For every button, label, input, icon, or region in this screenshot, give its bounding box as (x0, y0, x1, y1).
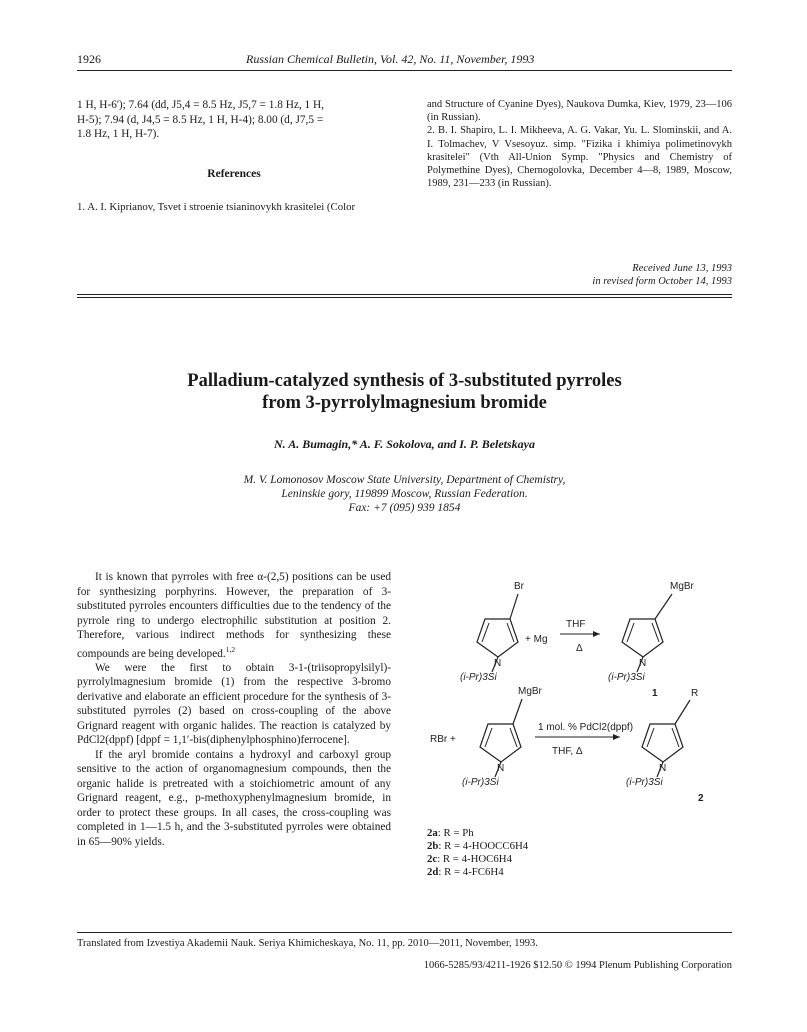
copyright-line: 1066-5285/93/4211-1926 $12.50 © 1994 Plenum Publishing Corporation (423, 960, 732, 971)
nmr-line-2: H-5); 7.94 (d, J4,5 = 8.5 Hz, 1 H, H-4); 8.00 (d, J7,5 = (77, 113, 324, 126)
silyl-group: (i-Pr)3Si (462, 777, 499, 788)
footer-rule (77, 932, 732, 933)
bromo-substituent: Br (514, 581, 524, 592)
compound-2a: 2a: R = Ph (427, 827, 474, 839)
compound-label-2: 2 (698, 793, 704, 802)
affiliation-line-1: M. V. Lomonosov Moscow State University, Department of Chemistry, (243, 474, 566, 486)
translation-note: Translated from Izvestiya Akademii Nauk. Seriya Khimicheskaya, No. 11, pp. 2010—2011, November, 1993. (77, 938, 538, 949)
affiliation-line-2: Leninskie gory, 119899 Moscow, Russian Federation. (281, 488, 528, 500)
silyl-group: (i-Pr)3Si (460, 672, 497, 683)
compound-formula: R = 4-HOC6H4 (442, 853, 512, 865)
mgbr-substituent: MgBr (518, 686, 542, 697)
prev-nmr-text (77, 98, 391, 142)
affiliation (77, 473, 732, 515)
plus-magnesium: + Mg (525, 634, 548, 645)
compound-label-1: 1 (652, 688, 658, 699)
reference-1-start: 1. A. I. Kiprianov, Tsvet i stroenie tsianinovykh krasitelei (Color (77, 201, 356, 213)
nitrogen-label: N (497, 763, 505, 774)
compound-2c: 2c: R = 4-HOC6H4 (427, 853, 512, 865)
compound-2d: 2d: R = 4-FC6H4 (427, 866, 504, 878)
nitrogen-label: N (639, 658, 647, 669)
section-rule-top (77, 294, 732, 295)
page-number: 1926 (77, 52, 101, 66)
r-substituent: R (691, 688, 699, 699)
rbr-reagent: RBr + (430, 734, 456, 745)
received-line: Received June 13, 1993 (632, 263, 732, 274)
compound-formula: R = 4-HOOCC6H4 (444, 840, 529, 852)
title-line-1: Palladium-catalyzed synthesis of 3-substituted pyrroles (187, 371, 622, 391)
nmr-line-3: 1.8 Hz, 1 H, H-7). (77, 128, 160, 140)
authors: N. A. Bumagin,* A. F. Sokolova, and I. P. Beletskaya (273, 437, 536, 451)
paragraph-1-text: It is known that pyrroles with free α-(2,5) positions can be used for synthesizing porphyrins. However, the preparation of 3-substituted pyrroles encounters difficulties due to the tendency of the pyrrole ring to undergo electrophilic substitution at position 2. Therefore, various indirect methods for synthesizing these compounds are being developed. (77, 571, 391, 660)
reference-1-cont: and Structure of Cyanine Dyes), Naukova Dumka, Kiev, 1979, 23—106 (in Russian). (427, 99, 732, 124)
compound-id: 2a (427, 827, 438, 839)
fax-line: Fax: +7 (095) 939 1854 (348, 502, 461, 514)
title-line-2: from 3-pyrrolylmagnesium bromide (262, 393, 547, 413)
bromopyrrole-structure (460, 581, 525, 683)
nmr-line-1: 1 H, H-6'); 7.64 (dd, J5,4 = 8.5 Hz, J5,7 = 1.8 Hz, 1 H, (77, 99, 324, 111)
body-text (77, 570, 391, 849)
compound-list (427, 827, 528, 879)
silyl-group: (i-Pr)3Si (626, 777, 663, 788)
paragraph-2: We were the first to obtain 3-1-(triisopropylsilyl)-pyrrolylmagnesium bromide (1) from the respective 3-bromo derivative and elaborate an efficient procedure for the synthesis of 3-substituted pyrroles (2) based on cross-coupling of the above Grignard reagent with organic halides. The reaction is catalyzed by PdCl2(dppf) [dppf = 1,1′-bis(diphenylphosphino)ferrocene]. (77, 661, 391, 747)
compound-id: 2d (427, 866, 439, 878)
compound-id: 2c (427, 853, 438, 865)
journal-header: Russian Chemical Bulletin, Vol. 42, No. 11, November, 1993 (246, 52, 535, 66)
reaction-scheme (430, 572, 730, 802)
received-dates (427, 262, 732, 288)
section-rule-bottom (77, 297, 732, 298)
header-rule (77, 70, 732, 71)
citation-refs: 1,2 (225, 644, 236, 654)
nitrogen-label: N (494, 658, 502, 669)
condition-thf-heat: THF, Δ (552, 746, 583, 757)
compound-formula: R = Ph (443, 827, 474, 839)
condition-heat: Δ (576, 643, 583, 654)
compound-2b: 2b: R = 4-HOOCC6H4 (427, 840, 529, 852)
product-2 (626, 688, 704, 802)
grignard-product-1 (608, 581, 695, 699)
article-title (77, 370, 732, 414)
paragraph-1 (77, 570, 391, 661)
paragraph-3: If the aryl bromide contains a hydroxyl and carboxyl group sensitive to the action of organomagnesium compounds, then the organic halide is pretreated with a stoichiometric amount of any Grignard reagent, e.g., p-methoxyphenylmagnesium bromide, in order to protect these groups. In all cases, the cross-coupling was completed in 1—1.5 h, and the 3-substituted pyrroles were obtained in 65—90% yields. (77, 748, 391, 848)
condition-thf: THF (566, 619, 586, 630)
revised-line: in revised form October 14, 1993 (592, 276, 732, 287)
nitrogen-label: N (659, 763, 667, 774)
prev-refs-right (427, 98, 732, 190)
references-heading: References (207, 168, 261, 180)
reference-2: 2. B. I. Shapiro, L. I. Mikheeva, A. G. Vakar, Yu. L. Slominskii, and A. I. Tolmachev, V Vsesoyuz. simp. "Fizika i khimiya polimetinovykh krasitelei" (Vth All-Union Symp. "Physics and Chemistry of Polymethine Dyes), Chernogolovka, December 4—8, 1989, Moscow, 1989, 231—233 (in Russian). (427, 125, 732, 190)
compound-id: 2b (427, 840, 439, 852)
mgbr-substituent: MgBr (670, 581, 694, 592)
compound-formula: R = 4-FC6H4 (444, 866, 504, 878)
grignard-reactant (462, 686, 543, 788)
condition-catalyst: 1 mol. % PdCl2(dppf) (538, 722, 634, 733)
silyl-group: (i-Pr)3Si (608, 672, 645, 683)
